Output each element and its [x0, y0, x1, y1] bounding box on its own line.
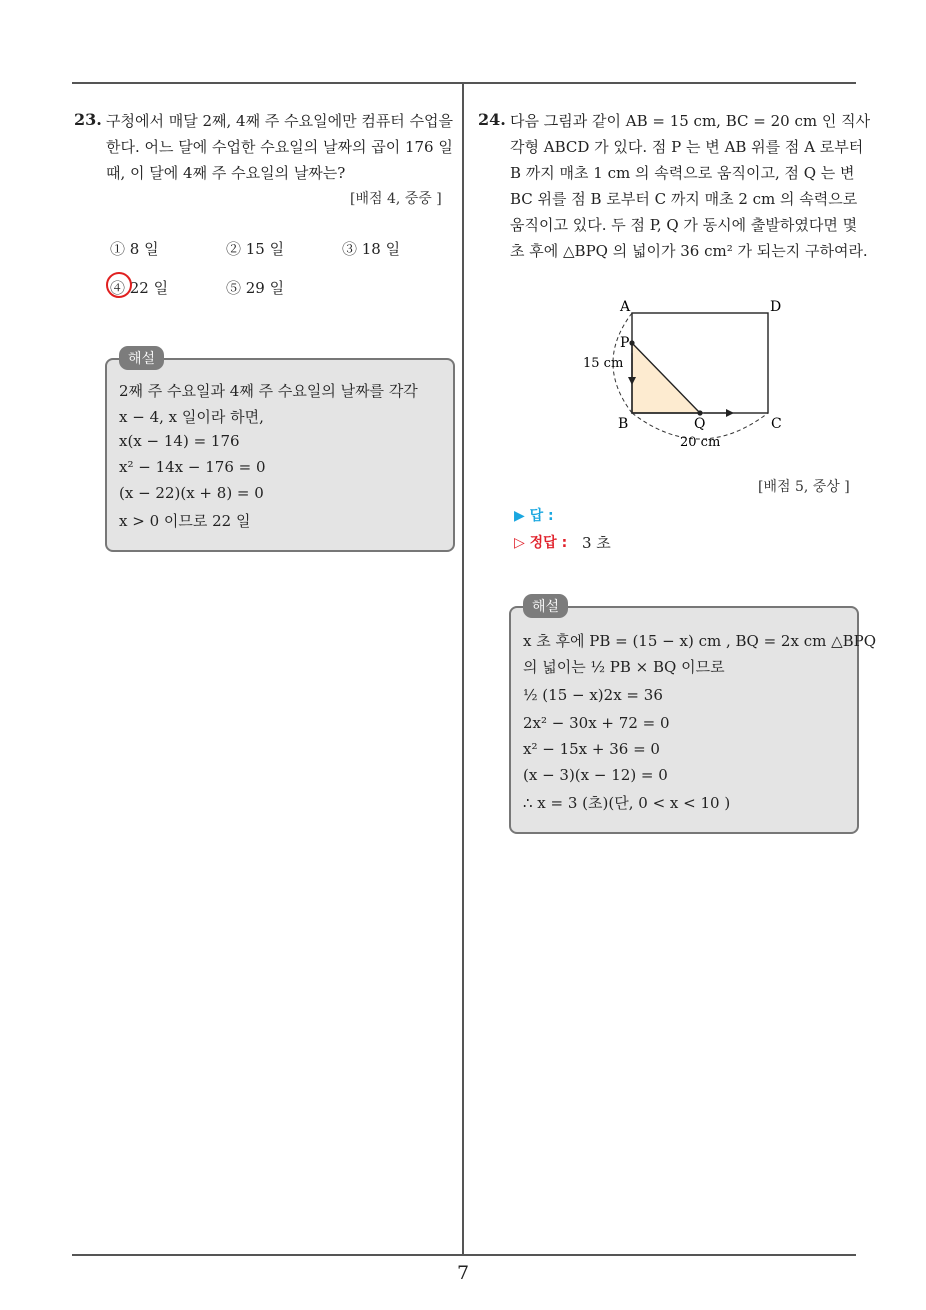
q24-text-line: 각형 ABCD 가 있다. 점 P 는 변 AB 위를 점 A 로부터: [510, 138, 864, 156]
q23-explanation-line: x > 0 이므로 22 일: [119, 512, 251, 530]
q24-explanation-box: [509, 599, 877, 834]
top-rule: [72, 82, 856, 84]
q23-text-line: 때, 이 달에 4째 주 수요일의 날짜는?: [106, 164, 346, 182]
q-arrowhead: [726, 409, 734, 417]
q23-number: 23.: [74, 110, 102, 129]
q24-text-line: 초 후에 △BPQ 의 넓이가 36 cm² 가 되는지 구하여라.: [510, 242, 868, 260]
q24-explanation-line: x² − 15x + 36 = 0: [523, 740, 660, 758]
q24-explanation-line: x 초 후에 PB = (15 − x) cm , BQ = 2x cm △BPQ: [523, 632, 877, 650]
rectangle-abcd-figure: [580, 295, 810, 455]
page-number: 7: [456, 1262, 470, 1284]
label-a: A: [620, 299, 631, 315]
q24-score-meta: [배점 5, 중상 ]: [758, 479, 850, 495]
q23-text-line: 구청에서 매달 2째, 4째 주 수요일에만 컴퓨터 수업을: [106, 112, 454, 130]
label-c: C: [771, 416, 782, 432]
q24-explanation-line: (x − 3)(x − 12) = 0: [523, 766, 668, 784]
q24-explanation-line: ∴ x = 3 (초)(단, 0 < x < 10 ): [523, 794, 731, 812]
q24-text-line: B 까지 매초 1 cm 의 속력으로 움직이고, 점 Q 는 변: [510, 164, 855, 182]
q23-explanation-line: x(x − 14) = 176: [119, 432, 240, 450]
label-ab-length: 15 cm: [583, 356, 624, 371]
point-q-dot: [697, 410, 702, 415]
label-bc-length: 20 cm: [680, 435, 721, 450]
q24-number: 24.: [478, 110, 506, 129]
q23-explanation-tag: 해설: [119, 346, 164, 370]
q23-text-line: 한다. 어느 달에 수업한 수요일의 날짜의 곱이 176 일: [106, 138, 453, 156]
label-q: Q: [694, 416, 706, 432]
q23-explanation-line: x² − 14x − 176 = 0: [119, 458, 266, 476]
q24-explanation-line: ½ (15 − x)2x = 36: [523, 686, 663, 704]
q24-explanation-tag: 해설: [523, 594, 568, 618]
q24-text-line: 움직이고 있다. 두 점 P, Q 가 동시에 출발하였다면 몇: [510, 216, 858, 234]
q23-explanation-line: (x − 22)(x + 8) = 0: [119, 484, 264, 502]
q24-text-line: BC 위를 점 B 로부터 C 까지 매초 2 cm 의 속력으로: [510, 190, 858, 208]
label-p: P: [620, 335, 630, 351]
label-b: B: [618, 416, 629, 432]
q23-explanation-line: 2째 주 수요일과 4째 주 수요일의 날짜를 각각: [119, 382, 418, 400]
correct-answer-value: 3 초: [582, 534, 611, 552]
answer-label: ▶ 답 :: [514, 508, 554, 524]
bottom-rule: [72, 1254, 856, 1256]
q23-explanation-line: x − 4, x 일이라 하면,: [119, 408, 264, 426]
correct-answer-label: ▷ 정답 :: [514, 535, 568, 551]
q23-choice-5[interactable]: ⑤ 29 일: [226, 279, 285, 297]
q23-choice-2[interactable]: ② 15 일: [226, 240, 285, 258]
q24-text-line: 다음 그림과 같이 AB = 15 cm, BC = 20 cm 인 직사: [510, 112, 871, 130]
q23-choice-4[interactable]: ④ 22 일: [110, 279, 169, 297]
q23-choice-1[interactable]: ① 8 일: [110, 240, 159, 258]
q23-explanation-box: [105, 351, 455, 552]
q24-explanation-line: 2x² − 30x + 72 = 0: [523, 714, 670, 732]
q23-score-meta: [배점 4, 중중 ]: [350, 191, 442, 207]
selected-answer-circle-mark: [106, 272, 132, 298]
point-p-dot: [629, 340, 634, 345]
label-d: D: [770, 299, 782, 315]
q24-explanation-line: 의 넓이는 ½ PB × BQ 이므로: [523, 658, 725, 676]
triangle-bpq: [632, 343, 700, 413]
q23-choice-3[interactable]: ③ 18 일: [342, 240, 401, 258]
column-divider: [462, 84, 464, 1254]
